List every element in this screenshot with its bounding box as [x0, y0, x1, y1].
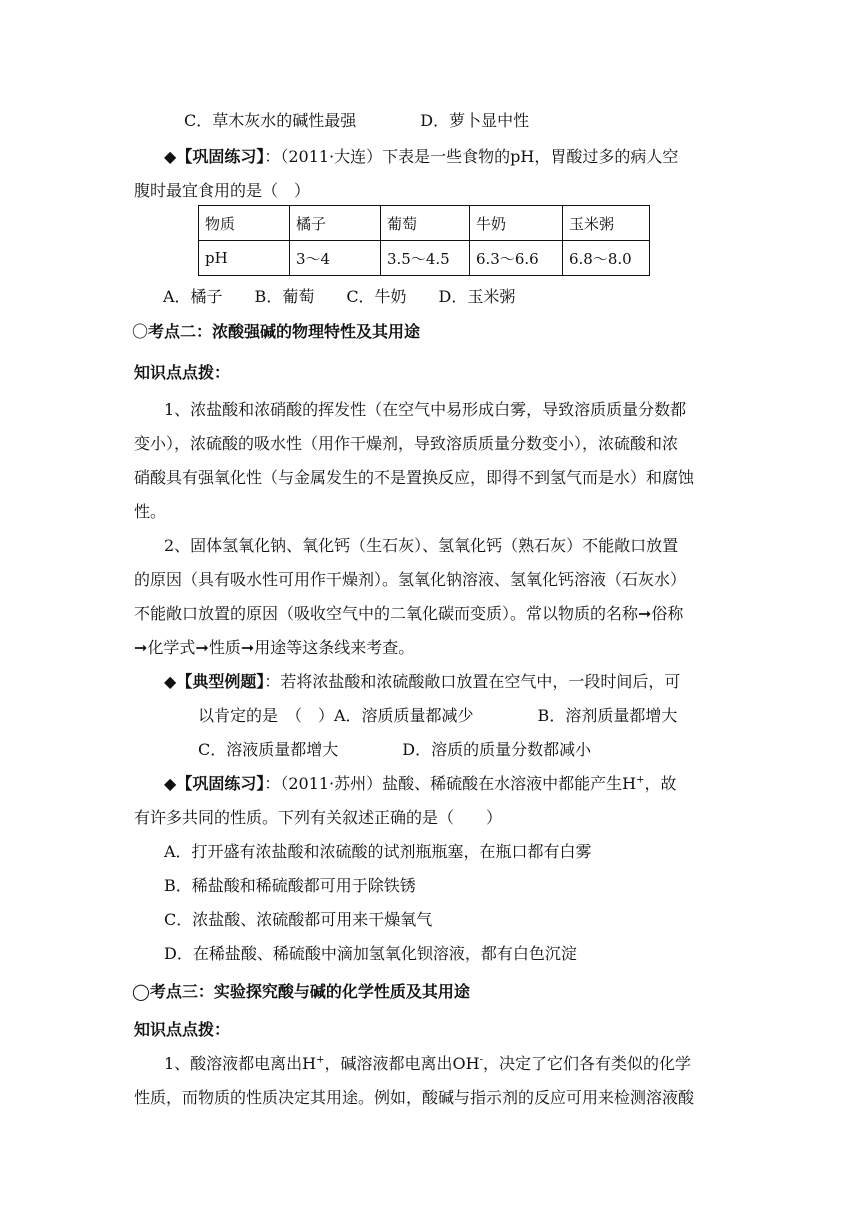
table-cell: pH [199, 241, 290, 276]
exercise-text: ：（2011·大连）下表是一些食物的pH，胃酸过多的病人空 [264, 147, 679, 166]
table-cell: 玉米粥 [563, 206, 650, 241]
typical-example [164, 671, 680, 693]
circle-icon: 〇 [132, 322, 149, 341]
paragraph-line: 2、固体氢氧化钠、氧化钙（生石灰）、氢氧化钙（熟石灰）不能敞口放置 [164, 536, 679, 555]
table-cell: 物质 [199, 206, 290, 241]
example-options-line: C．溶液质量都增大 D．溶质的质量分数都减小 [198, 740, 592, 759]
exercise-text: ：（2011·苏州）盐酸、稀硫酸在水溶液中都能产生H [264, 774, 637, 793]
paragraph-line: 1、酸溶液都电离出H+，碱溶液都电离出OH-，决定了它们各有类似的化学 [164, 1054, 692, 1073]
table-cell: 3.5～4.5 [381, 241, 470, 276]
paragraph-line: 的原因（具有吸水性可用作干燥剂）。氢氧化钠溶液、氢氧化钙溶液（石灰水） [134, 570, 687, 589]
option-line-c-d: C．草木灰水的碱性最强 D．萝卜显中性 [184, 111, 530, 130]
ph-table [198, 205, 650, 276]
table-header-row [199, 206, 650, 241]
diamond-icon: ◆ [164, 672, 177, 691]
paragraph-line: 性质，而物质的性质决定其用途。例如，酸碱与指示剂的反应可用来检测溶液酸 [134, 1088, 695, 1107]
table-cell: 橘子 [290, 206, 381, 241]
diamond-icon: ◆ [164, 774, 177, 793]
example-text: ：若将浓盐酸和浓硫酸敞口放置在空气中，一段时间后，可 [264, 672, 681, 691]
circle-icon: ◯ [132, 982, 150, 1001]
knowledge-heading: 知识点点拨： [134, 363, 231, 382]
option-line: C．浓盐酸、浓硫酸都可用来干燥氧气 [164, 910, 433, 929]
exercise-text-cont: 有许多共同的性质。下列有关叙述正确的是（ ） [134, 808, 503, 827]
option-line: D．在稀盐酸、稀硫酸中滴加氢氧化钡溶液，都有白色沉淀 [164, 944, 577, 963]
diamond-icon: ◆ [164, 147, 177, 166]
superscript: - [479, 1054, 483, 1066]
table-cell: 牛奶 [470, 206, 563, 241]
option-line: B．稀盐酸和稀硫酸都可用于除铁锈 [164, 876, 416, 895]
example-options-line: 以肯定的是 （ ）A．溶质质量都减少 B．溶剂质量都增大 [198, 706, 678, 725]
table-row [199, 241, 650, 276]
section-title-kaodian-3: ◯考点三：实验探究酸与碱的化学性质及其用途 [132, 982, 470, 1001]
superscript: + [316, 1054, 325, 1066]
table-cell: 葡萄 [381, 206, 470, 241]
typical-label: 【典型例题】 [176, 672, 265, 691]
table-cell: 6.3～6.6 [470, 241, 563, 276]
paragraph-line: 不能敞口放置的原因（吸收空气中的二氧化碳而变质）。常以物质的名称➞俗称 [134, 604, 684, 623]
paragraph-line: ➞化学式➞性质➞用途等这条线来考查。 [134, 638, 415, 657]
knowledge-heading: 知识点点拨： [134, 1020, 231, 1039]
table-cell: 6.8～8.0 [563, 241, 650, 276]
paragraph-line: 1、浓盐酸和浓硝酸的挥发性（在空气中易形成白雾，导致溶质质量分数都 [164, 400, 687, 419]
practice-exercise-2: ◆【巩固练习】：（2011·苏州）盐酸、稀硫酸在水溶液中都能产生H+，故 [164, 774, 677, 793]
option-line-abcd: A．橘子 B．葡萄 C．牛奶 D．玉米粥 [163, 287, 516, 306]
superscript: + [636, 774, 645, 786]
practice-exercise-1 [164, 146, 678, 168]
option-line: A．打开盛有浓盐酸和浓硫酸的试剂瓶瓶塞，在瓶口都有白雾 [164, 842, 592, 861]
table-cell: 3～4 [290, 241, 381, 276]
practice-label: 【巩固练习】 [176, 774, 265, 793]
section-title-kaodian-2: 〇考点二：浓酸强碱的物理特性及其用途 [132, 322, 421, 341]
practice-label: 【巩固练习】 [176, 147, 265, 166]
paragraph-line: 变小），浓硫酸的吸水性（用作干燥剂，导致溶质质量分数变小），浓硫酸和浓 [134, 434, 679, 453]
paragraph-line: 性。 [134, 502, 167, 521]
paragraph-line: 硝酸具有强氧化性（与金属发生的不是置换反应，即得不到氢气而是水）和腐蚀 [134, 468, 695, 487]
exercise-text-cont: 腹时最宜食用的是（ ） [134, 181, 311, 200]
